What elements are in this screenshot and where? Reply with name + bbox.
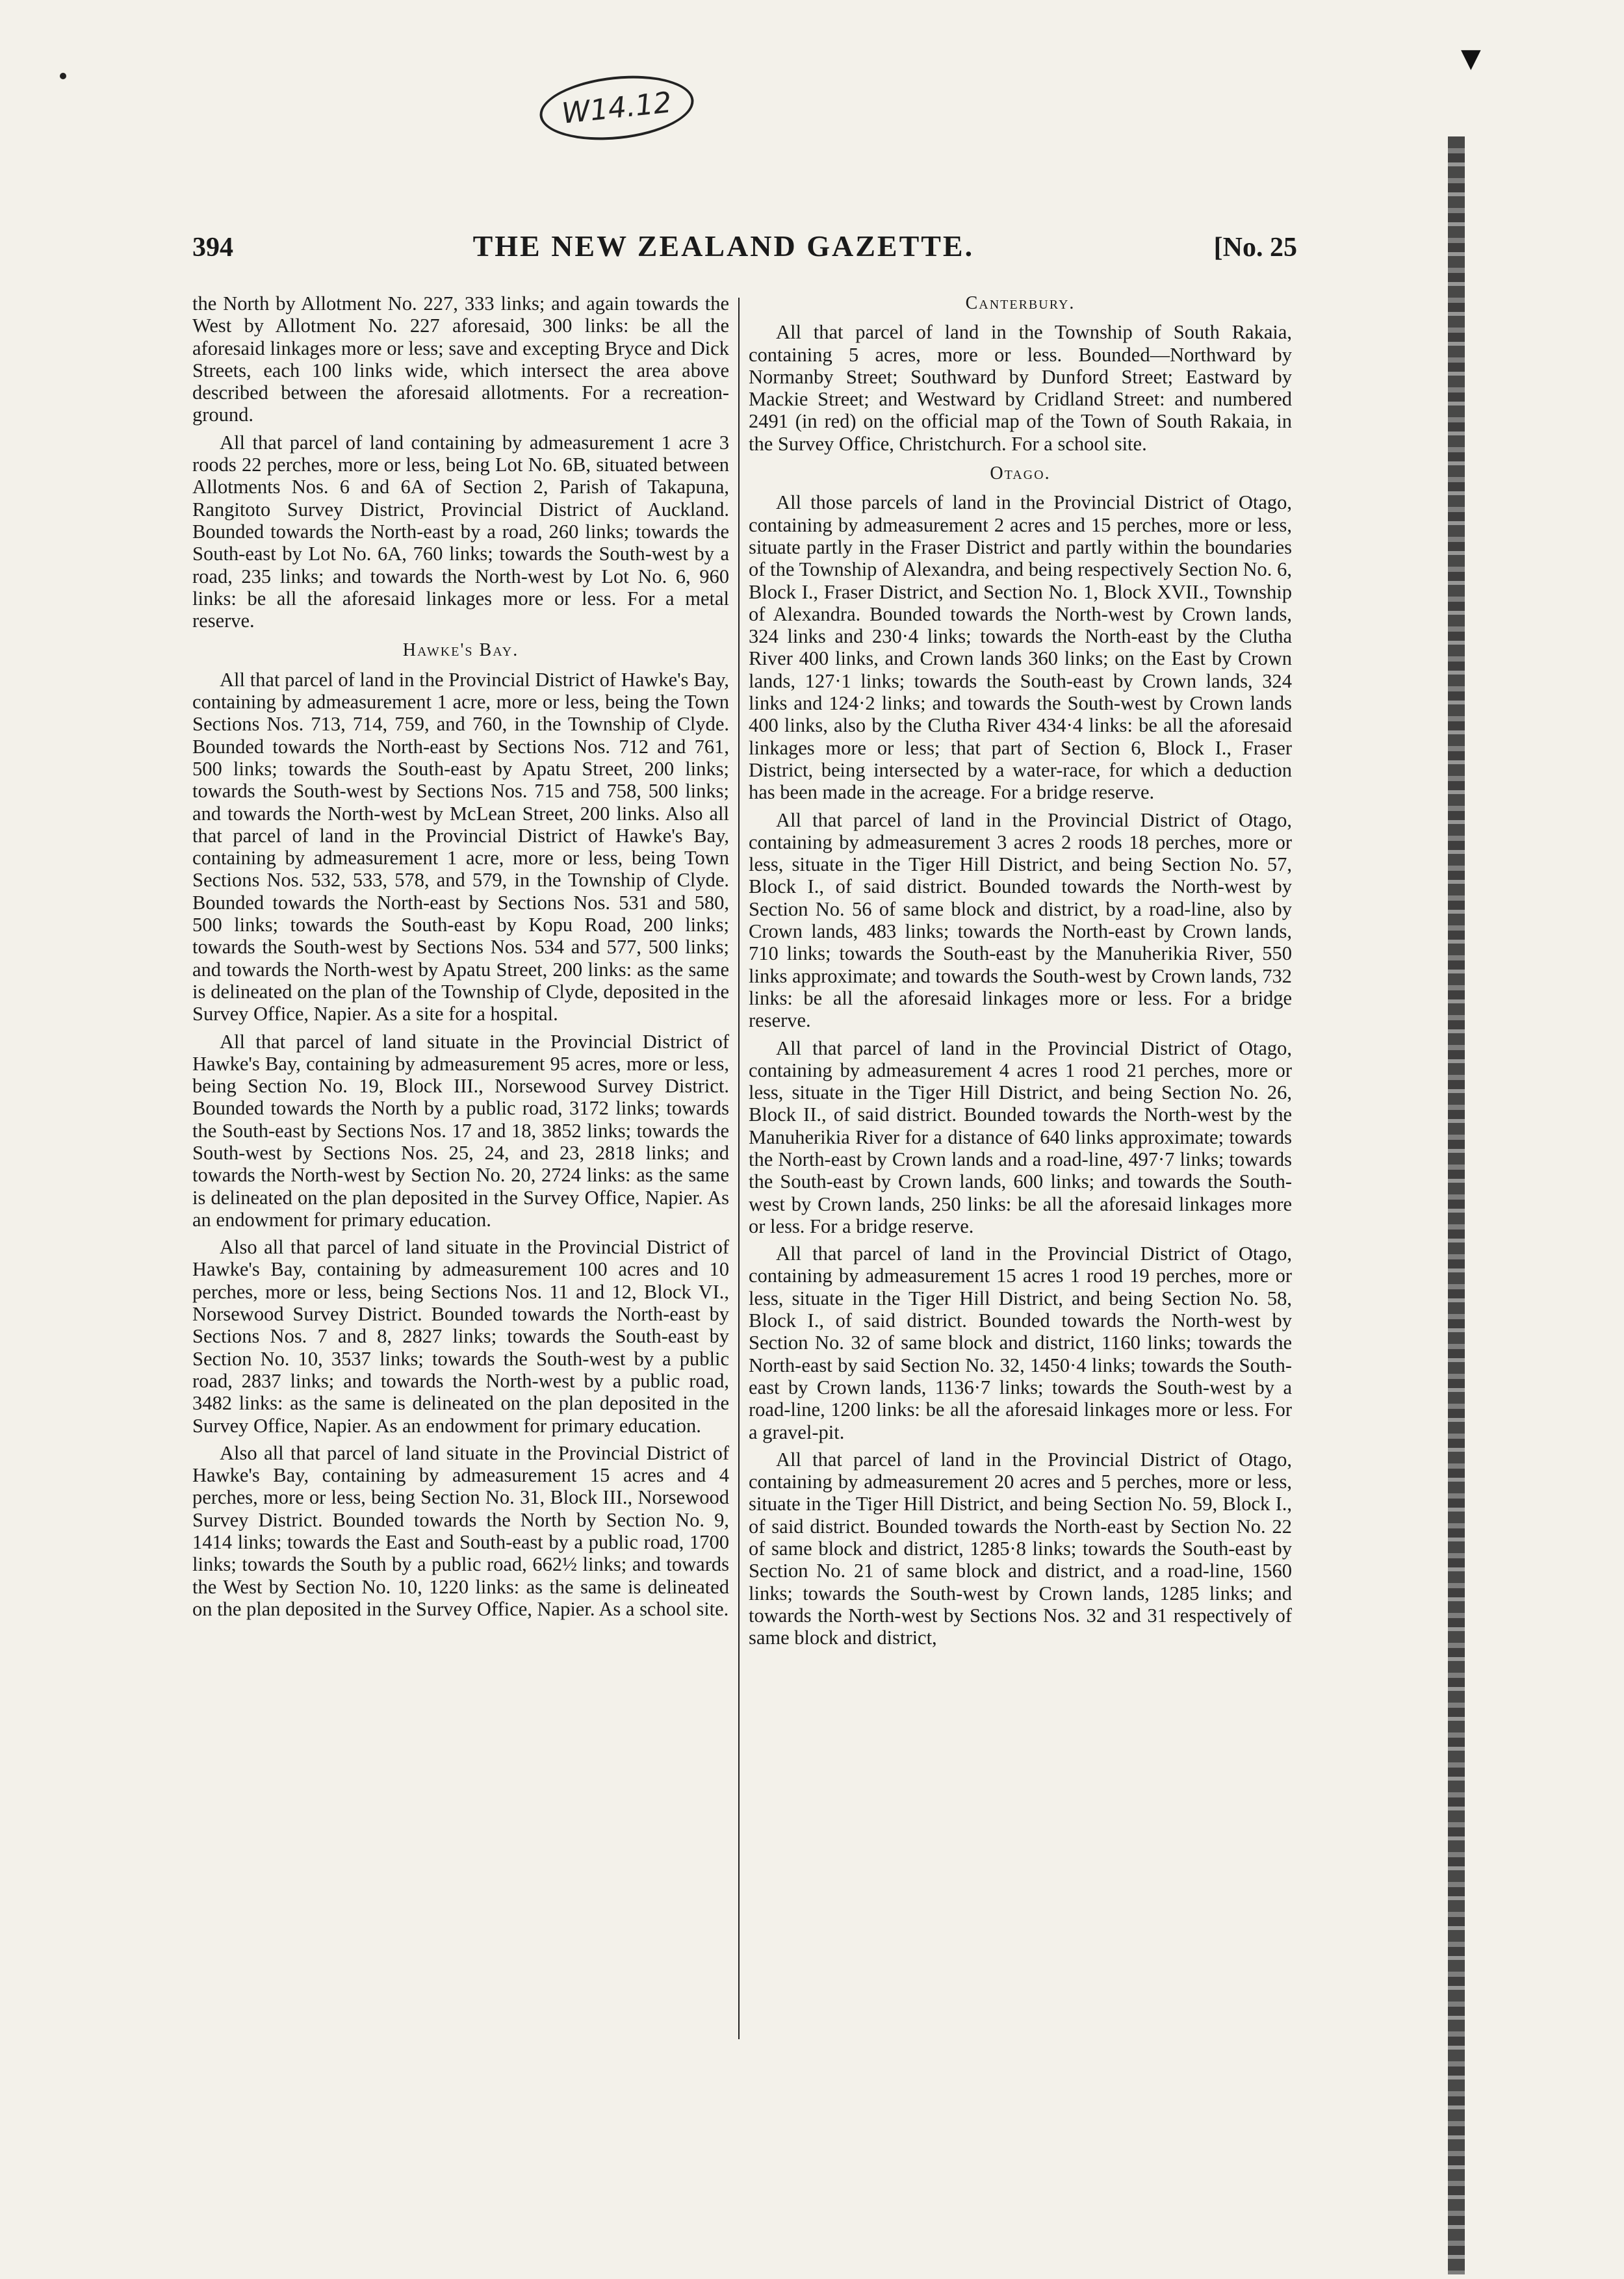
section-heading-hawkes-bay: Hawke's Bay. [402, 640, 519, 661]
paragraph: All that parcel of land in the Provincial District of Otago, containing by admeasurement 4 acres 1 rood 21 perches, more or less, situate in the Tiger Hill District, and being Section No. 26, Block II., of said district. Bounded towards the North-west by the Manuherikia River for a distance of 640 links approximate; towards the North-east by Crown lands and a road-line, 497·7 links; towards the South-east by Crown lands, 600 links; and towards the South-west by Crown lands, 250 links: be all the aforesaid linkages more or less. For a bridge reserve. [749, 1036, 1292, 1237]
paragraph: All that parcel of land containing by admeasurement 1 acre 3 roods 22 perches, more or less, being Lot No. 6B, situated between Allotments Nos. 6 and 6A of Section 2, Parish of Takapuna, Rangitoto Survey District, Provincial District of Auckland. Bounded towards the North-east by a road, 260 links; towards the South-east by Lot No. 6A, 760 links; towards the South-west by a road, 235 links; and towards the North-west by Lot No. 6, 960 links: be all the aforesaid linkages more or less. For a metal reserve. [192, 431, 729, 632]
column-divider [738, 298, 740, 2039]
page-number: 394 [192, 233, 233, 263]
paragraph: All that parcel of land in the Provincial District of Otago, containing by admeasurement 3 acres 2 roods 18 perches, more or less, situate in the Tiger Hill District, and being Section No. 57, Block I., of said district. Bounded towards the North-west by Section No. 56 of same block and district, by a road-line, also by Crown lands, 483 links; towards the North-east by Crown lands, 710 links; towards the South-east by the Manuherikia River, 550 links approximate; and towards the South-west by Crown lands, 732 links: be all the aforesaid linkages more or less. For a bridge reserve. [749, 808, 1292, 1032]
right-column [749, 292, 1292, 1655]
paragraph: All that parcel of land in the Township of South Rakaia, containing 5 acres, more or less. Bounded—Northward by Normanby Street; Southward by Dunford Street; Eastward by Mackie Street; and Westward by Cridland Street: and numbered 2491 (in red) on the official map of the Town of South Rakaia, in the Survey Office, Christchurch. For a school site. [749, 321, 1292, 455]
handwritten-stamp: W14.12 [537, 69, 697, 147]
section-heading-otago: Otago. [990, 463, 1051, 484]
left-column [192, 292, 729, 1625]
paragraph: All that parcel of land situate in the Provincial District of Hawke's Bay, containing by admeasurement 95 acres, more or less, being Section No. 19, Block III., Norsewood Survey District. Bounded towards the North by a public road, 3172 links; towards the South-east by Sections Nos. 17 and 18, 3852 links; towards the South-west by Sections Nos. 25, 24, and 23, 2818 links; and towards the North-west by Section No. 20, 2724 links: as the same is delineated on the plan deposited in the Survey Office, Napier. As an endowment for primary education. [192, 1030, 729, 1231]
gazette-title: THE NEW ZEALAND GAZETTE. [472, 229, 975, 263]
paragraph: All those parcels of land in the Provincial District of Otago, containing by admeasurement 2 acres and 15 perches, more or less, situate partly in the Fraser District and partly within the boundaries of the Township of Alexandra, and being respectively Section No. 6, Block I., Fraser District, and Section No. 1, Block XVII., Township of Alexandra. Bounded towards the North-west by Crown lands, 324 links and 230·4 links; towards the North-east by the Clutha River 400 links, and Crown lands 360 links; on the East by Crown lands, 127·1 links; towards the South-east by Crown lands, 324 links and 124·2 links; and towards the South-west by Crown lands 400 links, also by the Clutha River 434·4 links: be all the aforesaid linkages more or less; that part of Section 6, Block I., Fraser District, being intersected by a water-race, for which a deduction has been made in the acreage. For a bridge reserve. [749, 491, 1292, 804]
paragraph: Also all that parcel of land situate in the Provincial District of Hawke's Bay, containing by admeasurement 15 acres and 4 perches, more or less, being Section No. 31, Block III., Norsewood Survey District. Bounded towards the North by Section No. 9, 1414 links; towards the East and South-east by a public road, 1700 links; towards the South by a public road, 662½ links; and towards the West by Section No. 10, 1220 links: as the same is delineated on the plan deposited in the Survey Office, Napier. As a school site. [192, 1441, 729, 1620]
paragraph: All that parcel of land in the Provincial District of Otago, containing by admeasurement 20 acres and 5 perches, more or less, situate in the Tiger Hill District, and being Section No. 59, Block I., of said district. Bounded towards the North-east by Section No. 22 of same block and district, 1285·8 links; towards the South-east by Section No. 21 of same block and district, and a road-line, 1560 links; towards the South-west by Crown lands, 1285 links; and towards the North-west by Sections Nos. 32 and 31 respectively of same block and district, [749, 1448, 1292, 1649]
issue-number: [No. 25 [1213, 233, 1297, 263]
paragraph: All that parcel of land in the Provincial District of Hawke's Bay, containing by admeasurement 1 acre, more or less, being the Town Sections Nos. 713, 714, 759, and 760, in the Township of Clyde. Bounded towards the North-east by Sections Nos. 712 and 761, 500 links; towards the South-east by Apatu Street, 200 links; towards the South-west by Sections Nos. 715 and 758, 500 links; and towards the North-west by McLean Street, 200 links. Also all that parcel of land in the Provincial District of Hawke's Bay, containing by admeasurement 1 acre, more or less, being Town Sections Nos. 532, 533, 578, and 579, in the Township of Clyde. Bounded towards the North-east by Sections Nos. 531 and 580, 500 links; towards the South-east by Kopu Road, 200 links; towards the South-west by Sections Nos. 534 and 577, 500 links; and towards the North-west by Apatu Street, 200 links: as the same is delineated on the plan of the Township of Clyde, deposited in the Survey Office, Napier. As a site for a hospital. [192, 668, 729, 1025]
section-heading-canterbury: Canterbury. [965, 293, 1076, 313]
ink-dot [60, 73, 66, 79]
paragraph: All that parcel of land in the Provincial District of Otago, containing by admeasurement 15 acres 1 rood 19 perches, more or less, situate in the Tiger Hill District, and being Section No. 58, Block I., of said district. Bounded towards the North-west by Section No. 32 of same block and district, 1160 links; towards the North-east by said Section No. 32, 1450·4 links; towards the South-east by Crown lands, 1136·7 links; towards the South-west by a road-line, 1200 links: be all the aforesaid linkages more or less. For a gravel-pit. [749, 1243, 1292, 1443]
binding-clip-icon: ▼ [1461, 44, 1481, 73]
paragraph: Also all that parcel of land situate in the Provincial District of Hawke's Bay, containing by admeasurement 100 acres and 10 perches, more or less, being Sections Nos. 11 and 12, Block VI., Norsewood Survey District. Bounded towards the North-east by Sections Nos. 7 and 8, 2827 links; towards the South-east by Section No. 10, 3537 links; towards the South-west by a public road, 2837 links; and towards the North-west by a public road, 3482 links: as the same is delineated on the plan deposited in the Survey Office, Napier. As an endowment for primary education. [192, 1236, 729, 1437]
page-binding-edge [1448, 136, 1465, 2274]
paragraph: the North by Allotment No. 227, 333 links; and again towards the West by Allotment No. 227 aforesaid, 300 links: be all the aforesaid linkages more or less; save and excepting Bryce and Dick Streets, each 100 links wide, which intersect the area above described between the aforesaid allotments. For a recreation-ground. [192, 292, 729, 426]
page-header [192, 229, 1297, 268]
